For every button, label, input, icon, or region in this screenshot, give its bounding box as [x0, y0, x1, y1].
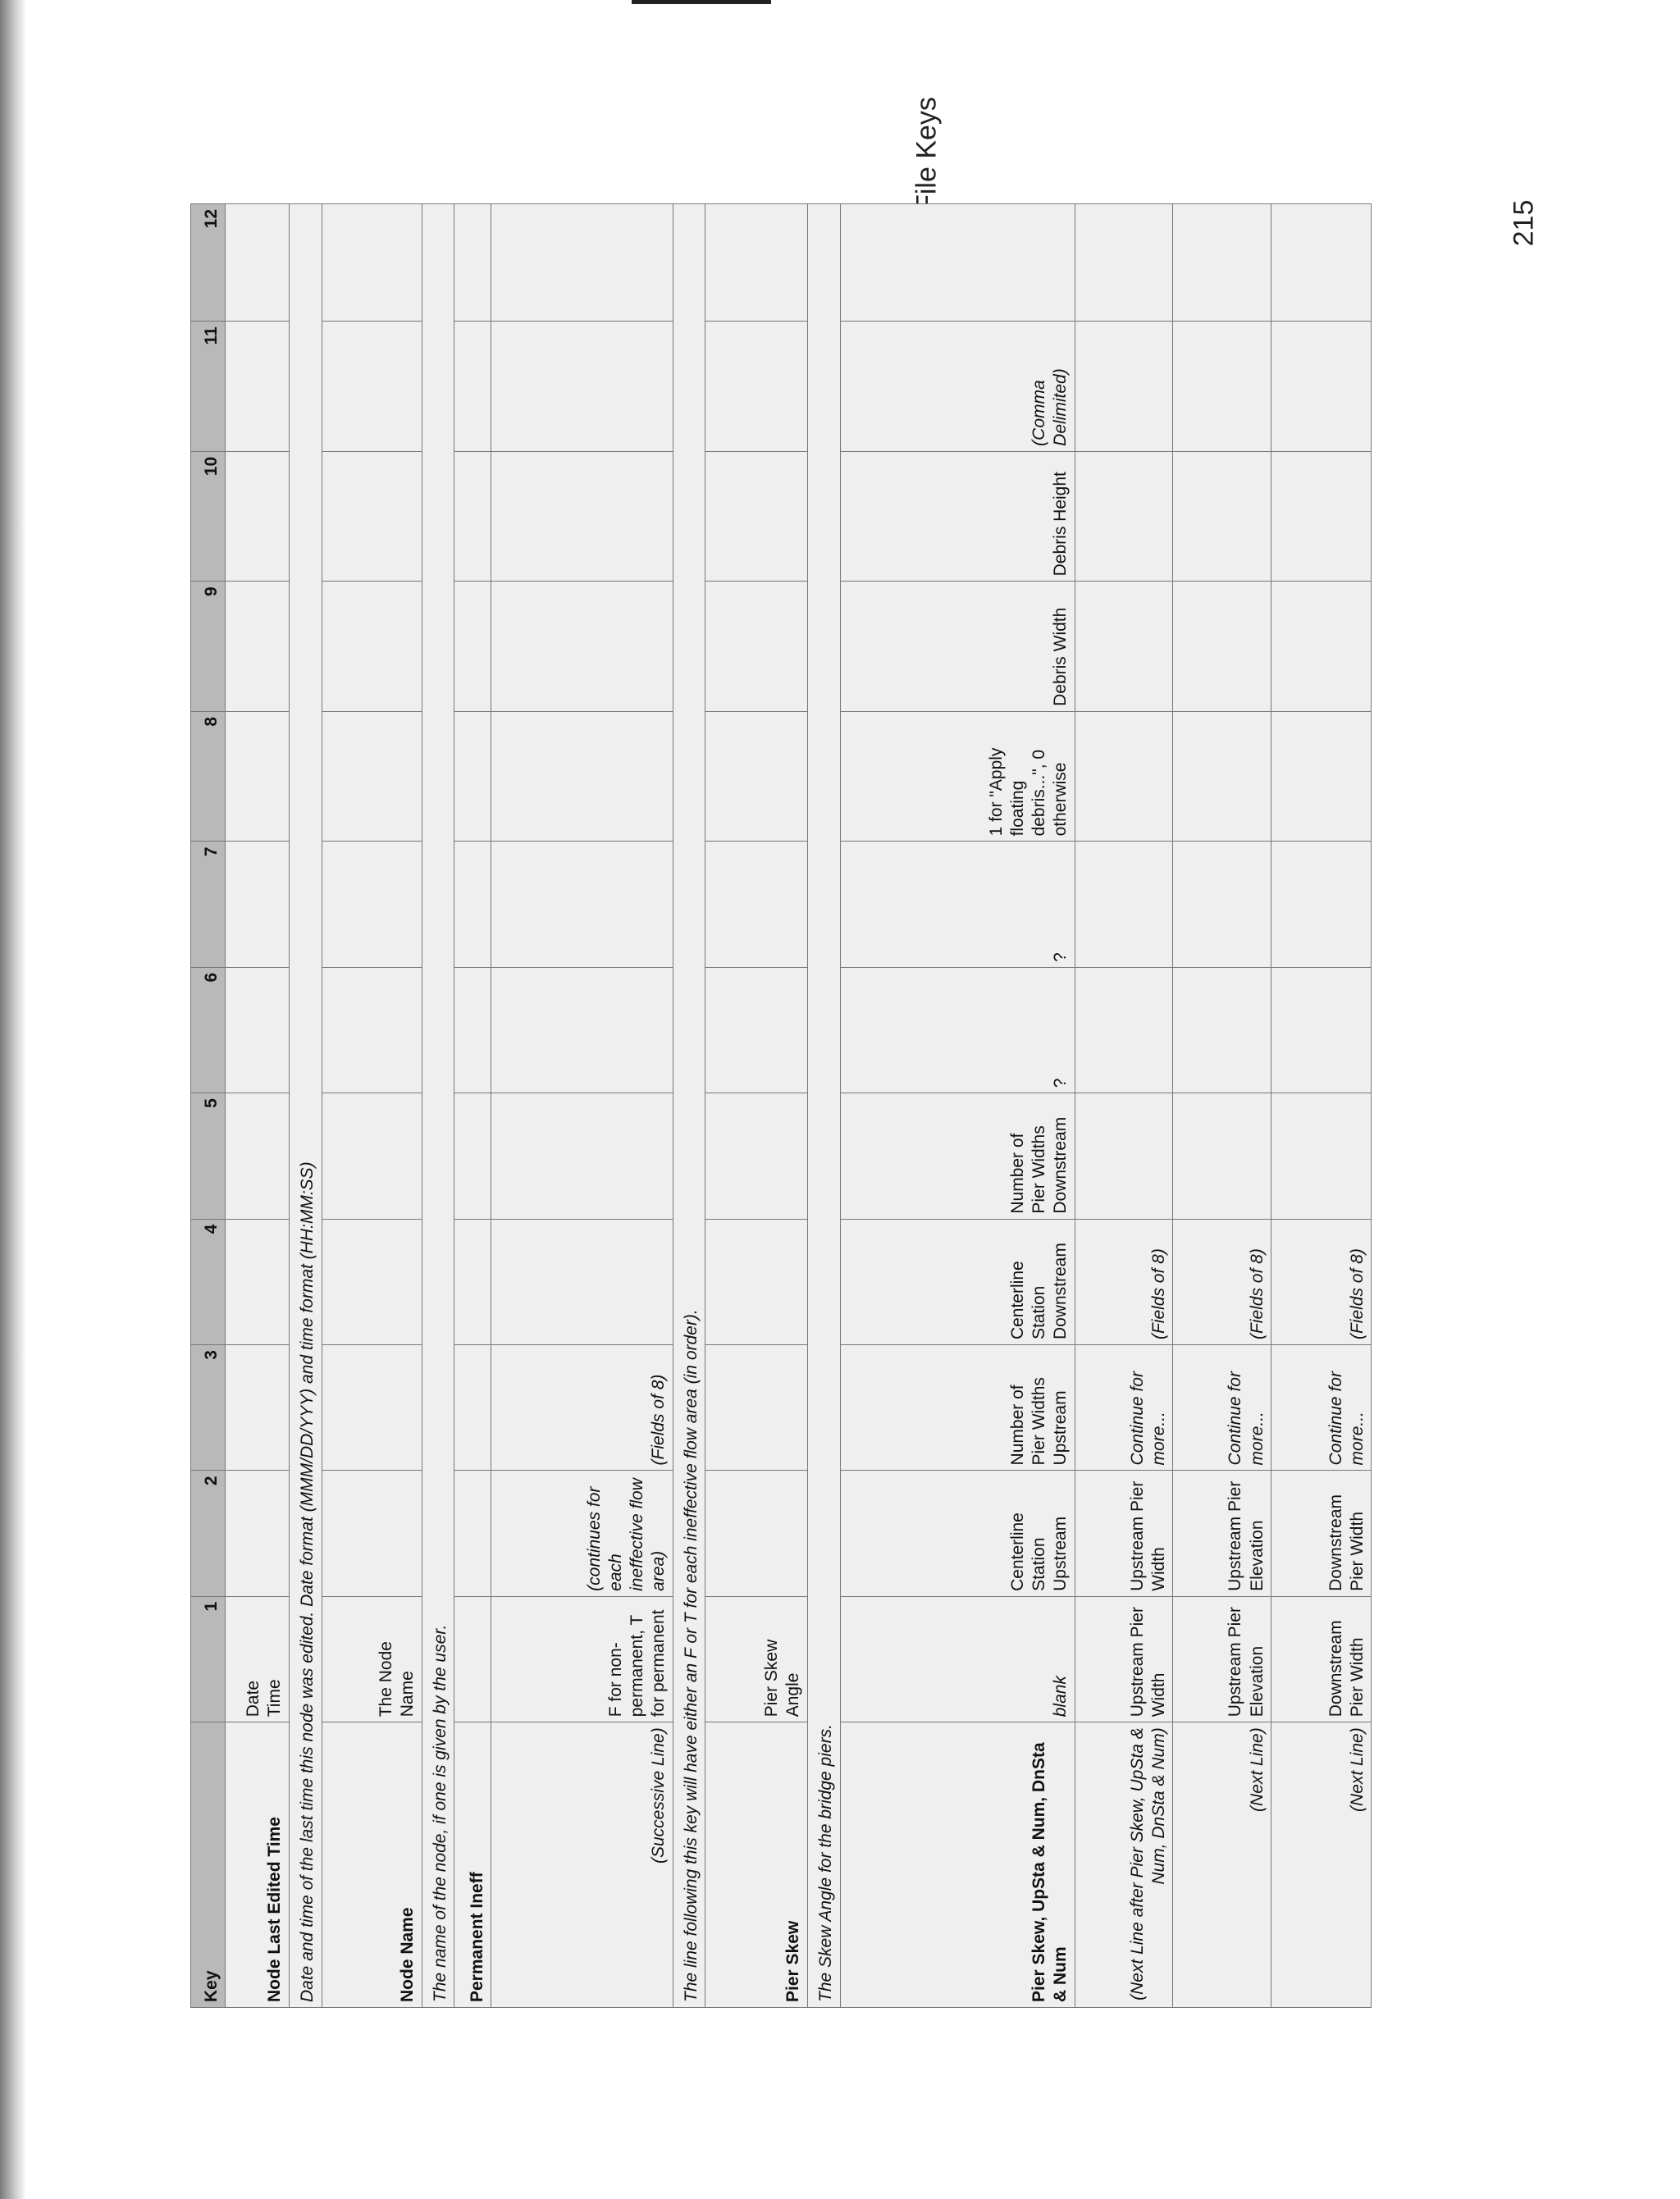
rotated-table-container	[190, 203, 1372, 2008]
row-note: The Skew Angle for the bridge piers.	[807, 204, 840, 2008]
key-cell: (Next Line)	[1271, 1722, 1371, 2008]
value-cell: Continue for more...	[1075, 1345, 1173, 1471]
page-number: 215	[1508, 199, 1540, 247]
value-cell: Continue for more...	[1173, 1345, 1271, 1471]
value-cell: Downstream Pier Width	[1271, 1471, 1371, 1596]
value-cell: ?	[840, 967, 1075, 1093]
value-cell: (continues for each ineffective flow area)	[491, 1471, 673, 1596]
value-cell: blank	[840, 1596, 1075, 1722]
value-cell: Number of Pier Widths Upstream	[840, 1345, 1075, 1471]
value-cell: (Fields of 8)	[491, 1345, 673, 1471]
table-row	[322, 204, 422, 2008]
value-cell: Centerline Station Upstream	[840, 1471, 1075, 1596]
key-cell: Node Last Edited Time	[226, 1722, 290, 2008]
table-row	[1271, 204, 1371, 2008]
table-row	[705, 204, 807, 2008]
value-line: Date	[244, 1680, 263, 1718]
value-cell: Centerline Station Downstream	[840, 1219, 1075, 1344]
value-cell: F for non-permanent, T for permanent	[491, 1596, 673, 1722]
note-row	[807, 204, 840, 2008]
col-header-3: 3	[191, 1345, 226, 1471]
value-cell: Debris Height	[840, 451, 1075, 582]
value-cell: Upstream Pier Elevation	[1173, 1596, 1271, 1722]
col-header-9: 9	[191, 582, 226, 712]
table-row	[1173, 204, 1271, 2008]
page-binding-shadow	[0, 0, 26, 2199]
key-cell: (Successive Line)	[491, 1722, 673, 2008]
row-note: Date and time of the last time this node was edited. Date format (MMM/DD/YYY) and time format (HH:MM:SS)	[289, 204, 322, 2008]
col-header-7: 7	[191, 842, 226, 967]
value-cell	[226, 1596, 290, 1722]
header-row	[191, 204, 226, 2008]
table-row	[454, 204, 491, 2008]
key-cell: Node Name	[322, 1722, 422, 2008]
page-top-mark	[632, 0, 771, 4]
col-header-1: 1	[191, 1596, 226, 1722]
value-cell: Number of Pier Widths Downstream	[840, 1093, 1075, 1219]
geometry-keys-table	[190, 203, 1372, 2008]
value-cell: (Fields of 8)	[1173, 1219, 1271, 1344]
note-row	[422, 204, 454, 2008]
col-header-11: 11	[191, 322, 226, 452]
col-header-5: 5	[191, 1093, 226, 1219]
key-cell: (Next Line after Pier Skew, UpSta & Num, DnSta & Num)	[1075, 1722, 1173, 2008]
value-cell: Upstream Pier Width	[1075, 1596, 1173, 1722]
col-header-4: 4	[191, 1219, 226, 1344]
col-header-6: 6	[191, 967, 226, 1093]
col-header-2: 2	[191, 1471, 226, 1596]
key-cell: (Next Line)	[1173, 1722, 1271, 2008]
table-row	[1075, 204, 1173, 2008]
value-cell: 1 for "Apply floating debris...", 0 otherwise	[840, 711, 1075, 842]
value-cell: Continue for more...	[1271, 1345, 1371, 1471]
table-row	[491, 204, 673, 2008]
value-cell: (Fields of 8)	[1075, 1219, 1173, 1344]
note-row	[289, 204, 322, 2008]
value-cell: (Comma Delimited)	[840, 322, 1075, 452]
col-header-key: Key	[191, 1722, 226, 2008]
note-row	[673, 204, 705, 2008]
value-cell: ?	[840, 842, 1075, 967]
value-cell: Upstream Pier Width	[1075, 1471, 1173, 1596]
col-header-8: 8	[191, 711, 226, 842]
key-cell: Permanent Ineff	[454, 1722, 491, 2008]
key-cell: Pier Skew, UpSta & Num, DnSta & Num	[840, 1722, 1075, 2008]
col-header-12: 12	[191, 204, 226, 322]
key-cell: Pier Skew	[705, 1722, 807, 2008]
table-row	[226, 204, 290, 2008]
value-cell: Upstream Pier Elevation	[1173, 1471, 1271, 1596]
value-cell: The Node Name	[322, 1596, 422, 1722]
value-line: Time	[265, 1679, 285, 1718]
col-header-10: 10	[191, 451, 226, 582]
row-note: The name of the node, if one is given by the user.	[422, 204, 454, 2008]
table-row	[840, 204, 1075, 2008]
value-cell: Pier Skew Angle	[705, 1596, 807, 1722]
value-cell: Downstream Pier Width	[1271, 1596, 1371, 1722]
row-note: The line following this key will have either an F or T for each ineffective flow area (in order).	[673, 204, 705, 2008]
value-cell: Debris Width	[840, 582, 1075, 712]
value-cell: (Fields of 8)	[1271, 1219, 1371, 1344]
